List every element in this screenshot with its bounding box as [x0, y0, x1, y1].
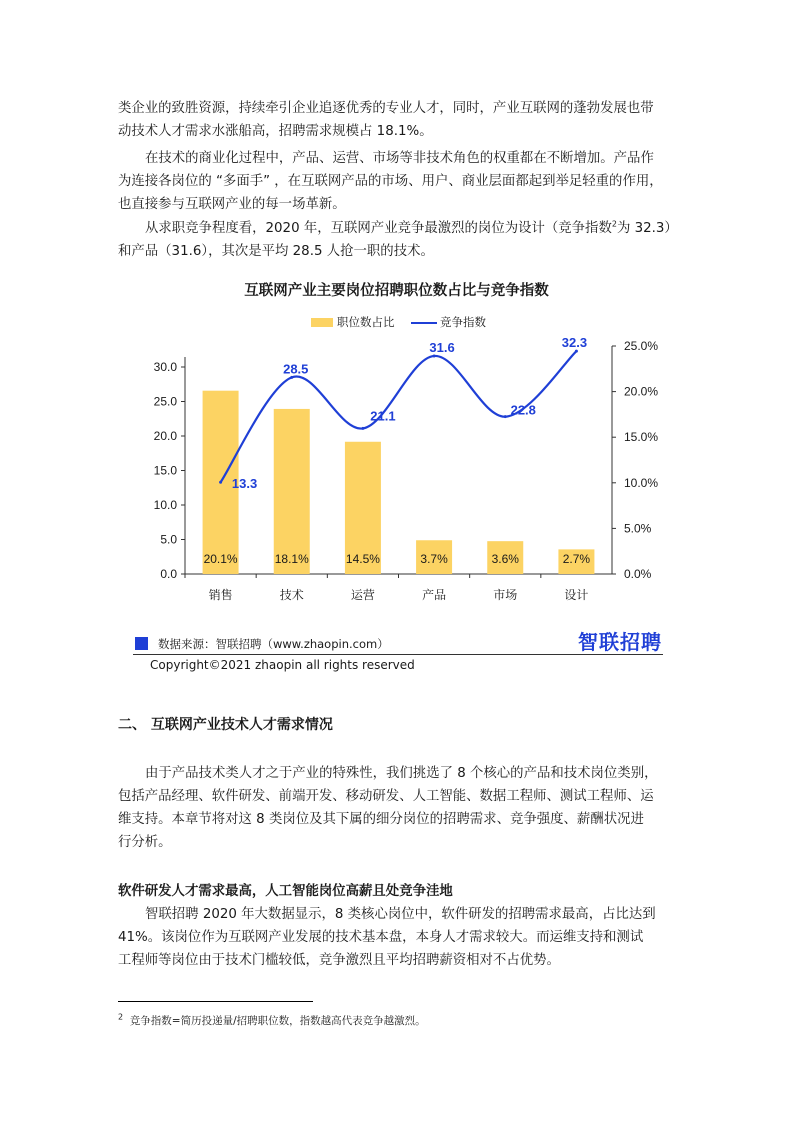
footnote-text: 竞争指数=简历投递量/招聘职位数，指数越高代表竞争越激烈。 — [129, 1015, 426, 1027]
text-line: 在技术的商业化过程中，产品、运营、市场等非技术角色的权重都在不断增加。产品作 — [145, 151, 654, 166]
text-line: 工程师等岗位由于技术门槛较低，竞争激烈且平均招聘薪资相对不占优势。 — [118, 953, 560, 968]
right-tick-label: 0.0% — [624, 567, 652, 581]
line-point — [219, 481, 222, 484]
bar-label: 18.1% — [274, 552, 309, 566]
line-point — [504, 415, 507, 418]
x-tick-label: 设计 — [564, 588, 589, 602]
line-point — [361, 427, 364, 430]
x-tick-label: 运营 — [350, 588, 375, 602]
line-label: 31.6 — [429, 339, 455, 355]
body-paragraph — [118, 903, 680, 972]
left-tick-label: 30.0 — [153, 360, 177, 374]
bar-label: 20.1% — [203, 552, 238, 566]
subsection-heading: 软件研发人才需求最高，人工智能岗位高薪且处竞争洼地 — [118, 884, 453, 899]
text-line: 包括产品经理、软件研发、前端开发、移动研发、人工智能、数据工程师、测试工程师、运 — [118, 789, 654, 804]
text-line: 维支持。本章节将对这 8 类岗位及其下属的细分岗位的招聘需求、竞争强度、薪酬状况进 — [118, 812, 644, 827]
zhaopin-logo: 智联招聘 — [578, 630, 662, 654]
legend-bar-label: 职位数占比 — [337, 315, 395, 329]
copyright: Copyright©2021 zhaopin all rights reserved — [150, 658, 415, 672]
chart-title: 互联网产业主要岗位招聘职位数占比与竞争指数 — [244, 283, 549, 299]
divider — [133, 654, 663, 655]
line-label: 13.3 — [231, 476, 258, 492]
legend-line-label: 竞争指数 — [440, 315, 486, 329]
text-line: 由于产品技术类人才之于产业的特殊性，我们挑选了 8 个核心的产品和技术岗位类别， — [145, 766, 658, 781]
text-span: 为 32.3） — [616, 221, 678, 236]
left-tick-label: 10.0 — [153, 498, 177, 512]
right-tick-label: 20.0% — [624, 384, 659, 399]
text-line: 智联招聘 2020 年大数据显示，8 类核心岗位中，软件研发的招聘需求最高，占比达到 — [145, 907, 656, 922]
x-tick-label: 技术 — [279, 588, 304, 602]
right-tick-label: 25.0% — [624, 339, 659, 353]
section-heading: 二、 互联网产业技术人才需求情况 — [118, 717, 333, 733]
right-tick-label: 10.0% — [624, 475, 659, 490]
bar-label: 3.7% — [420, 552, 448, 566]
body-paragraph — [118, 762, 680, 854]
left-tick-label: 0.0 — [160, 567, 177, 581]
line-label: 21.1 — [370, 408, 396, 424]
text-line: 类企业的致胜资源，持续牵引企业追逐优秀的专业人才，同时，产业互联网的蓬勃发展也带 — [118, 101, 654, 116]
line-label: 22.8 — [510, 402, 536, 418]
left-tick-label: 15.0 — [153, 463, 177, 478]
x-tick-label: 销售 — [208, 588, 233, 602]
left-tick-label: 20.0 — [153, 429, 177, 443]
x-tick-label: 产品 — [422, 588, 447, 602]
left-tick-label: 25.0 — [153, 394, 177, 409]
bar-技术 — [274, 409, 310, 574]
text-line: 和产品（31.6），其次是平均 28.5 人抢一职的技术。 — [118, 244, 434, 259]
data-source: 数据来源：智联招聘（www.zhaopin.com） — [158, 637, 389, 651]
line-label: 32.3 — [561, 335, 588, 351]
footnote-ref[interactable]: 2 — [611, 219, 617, 229]
line-label: 28.5 — [283, 361, 309, 377]
bar-label: 3.6% — [491, 552, 519, 566]
left-tick-label: 5.0 — [160, 532, 177, 547]
bar-label: 14.5% — [345, 552, 380, 566]
right-tick-label: 15.0% — [624, 430, 659, 445]
text-line: 行分析。 — [118, 835, 172, 850]
text-line: 为连接各岗位的 “多面手” ，在互联网产品的市场、用户、商业层面都起到举足轻重的作用， — [118, 174, 663, 189]
text-line: 动技术人才需求水涨船高，招聘需求规模占 18.1%。 — [118, 124, 433, 139]
bar-label: 2.7% — [562, 552, 591, 566]
text-line: 也直接参与互联网产业的每一场革新。 — [118, 197, 346, 212]
text-span: 从求职竞争程度看，2020 年，互联网产业竞争最激烈的岗位为设计（竞争指数 — [145, 221, 612, 236]
text-line: 41%。该岗位作为互联网产业发展的技术基本盘，本身人才需求较大。而运维支持和测试 — [118, 930, 644, 945]
footnote — [118, 1013, 426, 1028]
footnote-divider — [118, 1001, 313, 1002]
footnote-mark: 2 — [118, 1012, 124, 1022]
x-tick-label: 市场 — [493, 588, 518, 602]
right-tick-label: 5.0% — [624, 521, 652, 536]
source-marker — [135, 637, 148, 650]
